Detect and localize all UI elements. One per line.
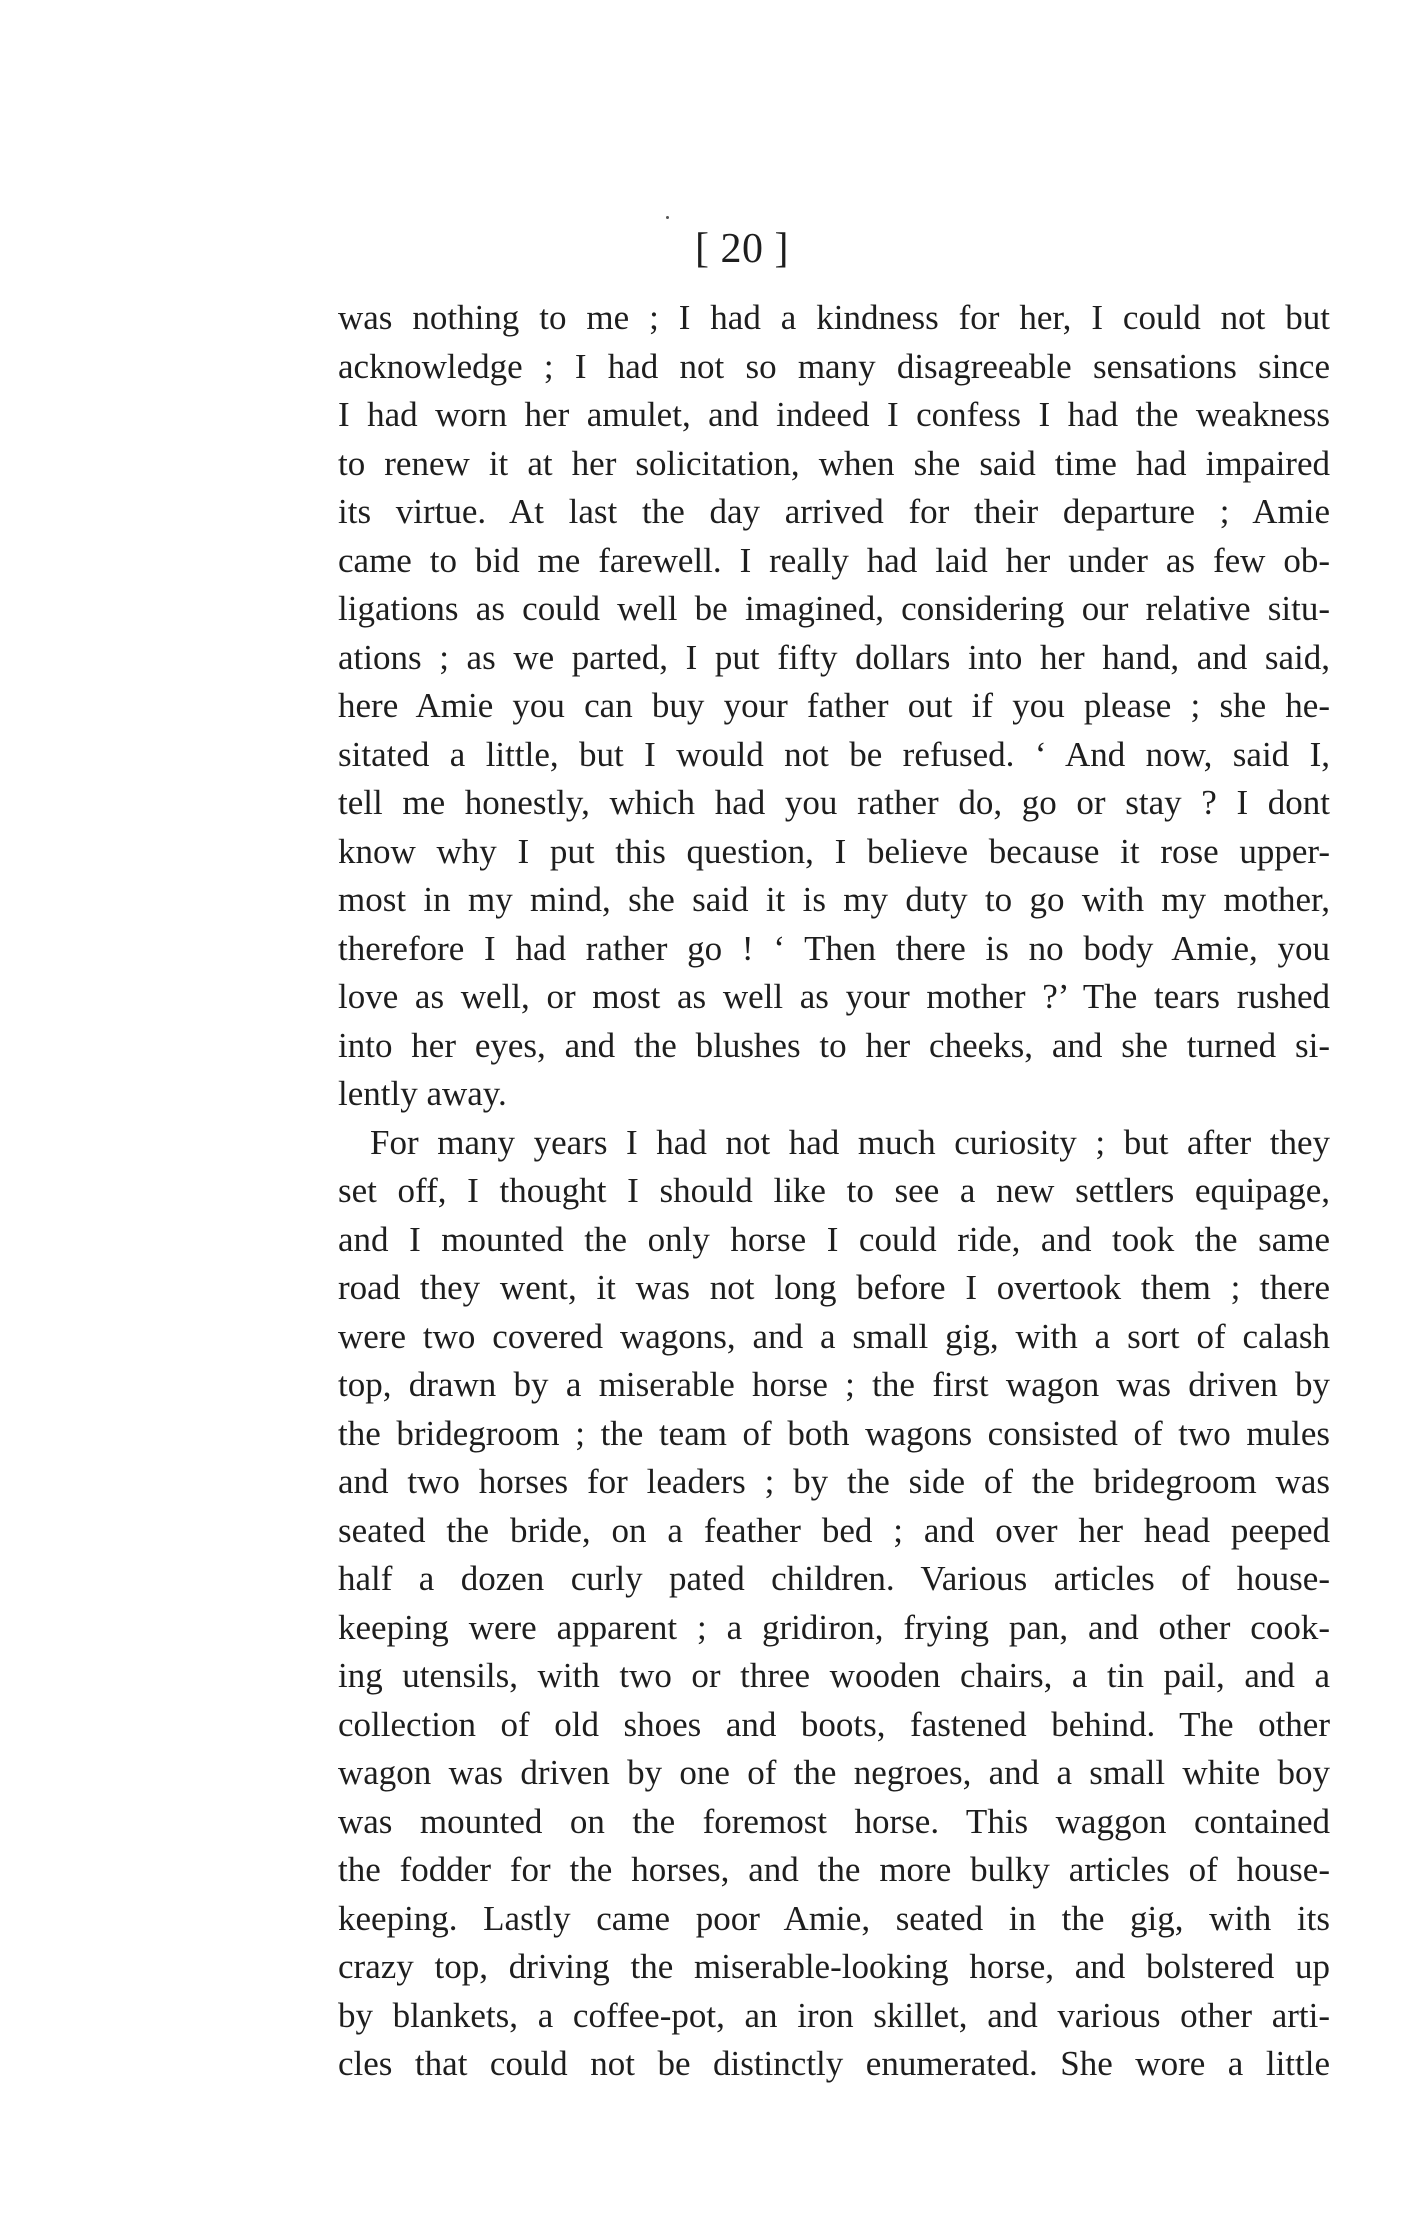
text-line: road they went, it was not long before I overtook them ; there <box>338 1268 1330 1307</box>
text-line: were two covered wagons, and a small gig, with a sort of calash <box>338 1316 1330 1356</box>
text-line: most in my mind, she said it is my duty to go with my mother, <box>338 880 1330 919</box>
text-line: to renew it at her solicitation, when she said time had impaired <box>338 443 1330 483</box>
text-line: top, drawn by a miserable horse ; the first wagon was driven by <box>338 1365 1330 1404</box>
text-line: I had worn her amulet, and indeed I confess I had the weakness <box>338 395 1330 434</box>
text-line: was mounted on the foremost horse. This waggon contained <box>338 1801 1330 1841</box>
text-line: For many years I had not had much curiosity ; but after they <box>370 1122 1330 1162</box>
text-line: ations ; as we parted, I put fifty dollars into her hand, and said, <box>338 637 1330 677</box>
text-line: seated the bride, on a feather bed ; and over her head peeped <box>338 1510 1330 1550</box>
text-line: tell me honestly, which had you rather do, go or stay ? I dont <box>338 783 1330 822</box>
text-line: crazy top, driving the miserable-looking horse, and bolstered up <box>338 1947 1330 1986</box>
text-line: acknowledge ; I had not so many disagreeable sensations since <box>338 346 1330 386</box>
text-line: set off, I thought I should like to see a new settlers equipage, <box>338 1171 1330 1210</box>
text-line: keeping were apparent ; a gridiron, frying pan, and other cook- <box>338 1607 1330 1647</box>
text-line: and two horses for leaders ; by the side of the bridegroom was <box>338 1462 1330 1501</box>
text-line: the fodder for the horses, and the more bulky articles of house- <box>338 1850 1330 1889</box>
text-line: keeping. Lastly came poor Amie, seated in the gig, with its <box>338 1898 1330 1938</box>
text-line: ligations as could well be imagined, considering our relative situ- <box>338 589 1330 628</box>
text-line: lently away. <box>338 1074 507 1113</box>
page-number: [ 20 ] <box>695 226 789 272</box>
paragraph <box>338 1119 1330 2089</box>
text-line: know why I put this question, I believe because it rose upper- <box>338 831 1330 871</box>
text-line: and I mounted the only horse I could ride, and took the same <box>338 1219 1330 1259</box>
text-line: wagon was driven by one of the negroes, and a small white boy <box>338 1753 1330 1792</box>
text-line: therefore I had rather go ! ‘ Then there is no body Amie, you <box>338 928 1330 968</box>
print-speck <box>666 216 669 219</box>
text-line: here Amie you can buy your father out if you please ; she he- <box>338 686 1330 725</box>
text-line: its virtue. At last the day arrived for their departure ; Amie <box>338 492 1330 531</box>
body-text <box>338 294 1330 2089</box>
text-line: the bridegroom ; the team of both wagons consisted of two mules <box>338 1413 1330 1453</box>
text-line: was nothing to me ; I had a kindness for her, I could not but <box>338 298 1330 337</box>
text-line: into her eyes, and the blushes to her cheeks, and she turned si- <box>338 1025 1330 1065</box>
text-line: love as well, or most as well as your mother ?’ The tears rushed <box>338 977 1330 1016</box>
text-line: ing utensils, with two or three wooden chairs, a tin pail, and a <box>338 1656 1330 1695</box>
text-line: collection of old shoes and boots, fastened behind. The other <box>338 1704 1330 1744</box>
text-line: half a dozen curly pated children. Various articles of house- <box>338 1559 1330 1598</box>
text-line: sitated a little, but I would not be refused. ‘ And now, said I, <box>338 734 1330 774</box>
text-line: cles that could not be distinctly enumerated. She wore a little <box>338 2044 1330 2083</box>
paragraph <box>338 294 1330 1119</box>
text-line: came to bid me farewell. I really had laid her under as few ob- <box>338 540 1330 580</box>
text-line: by blankets, a coffee-pot, an iron skillet, and various other arti- <box>338 1995 1330 2035</box>
